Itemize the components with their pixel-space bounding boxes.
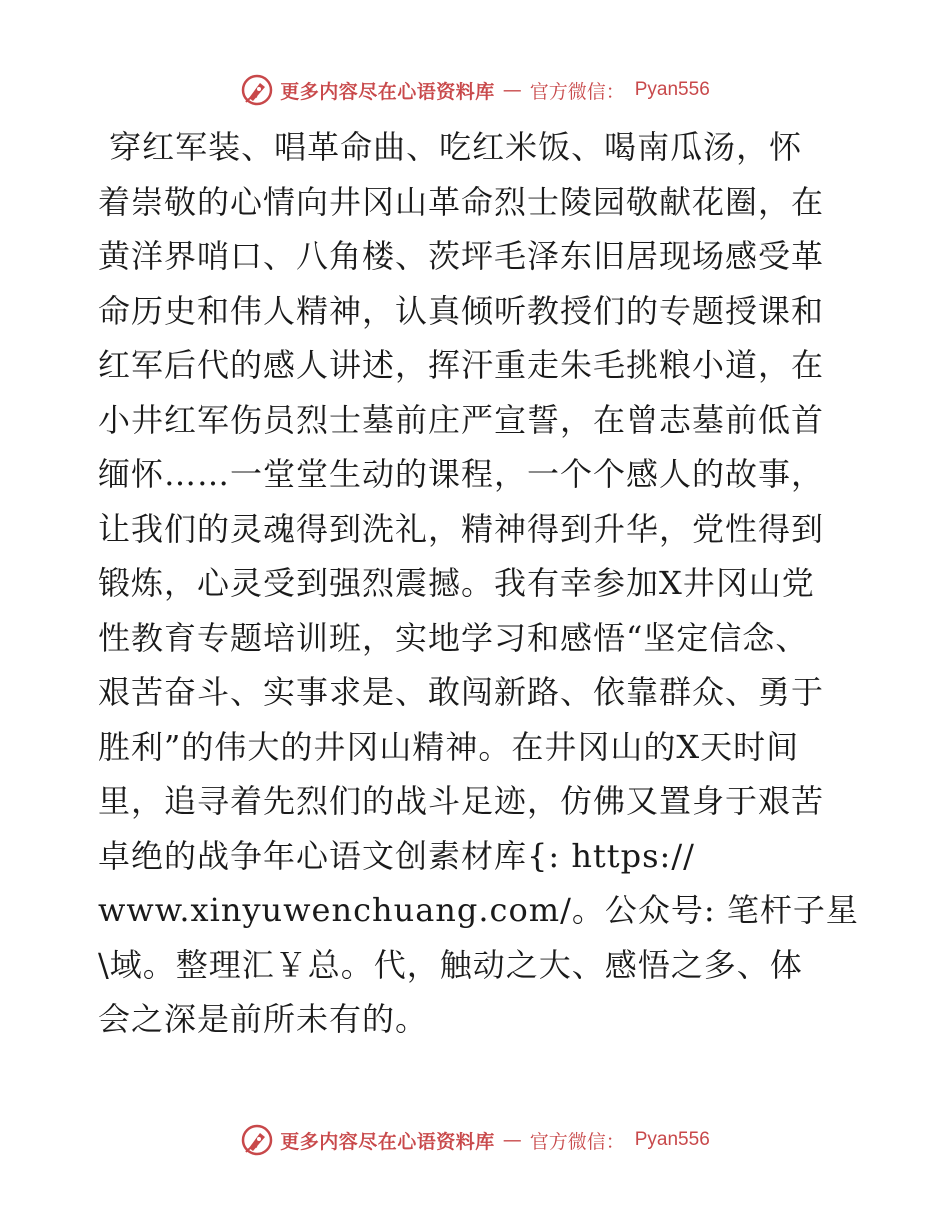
header-dash: —: [502, 79, 522, 101]
header-promo-text: 更多内容尽在心语资料库: [280, 80, 495, 103]
body-line: 锻炼，心灵受到强烈震撼。我有幸参加X井冈山党: [98, 564, 815, 602]
body-line: 小井红军伤员烈士墓前庄严宣誓，在曾志墓前低首: [98, 400, 825, 439]
footer-promo-text: 更多内容尽在心语资料库: [280, 1130, 495, 1153]
body-line: 缅怀……一堂堂生动的课程，一个个感人的故事，: [98, 455, 825, 493]
body-line: 穿红军装、唱革命曲、吃红米饭、喝南瓜汤，怀: [98, 128, 803, 166]
body-line: 着崇敬的心情向井冈山革命烈士陵园敬献花圈，在: [98, 182, 825, 221]
body-line: \域。整理汇￥总。代，触动之大、感悟之多、体: [98, 945, 803, 984]
footer-banner: [0, 1120, 950, 1160]
body-line: 红军后代的感人讲述，挥汗重走朱毛挑粮小道，在: [98, 346, 825, 384]
body-line: 里，追寻着先烈们的战斗足迹，仿佛又置身于艰苦: [98, 782, 825, 820]
body-line: 卓绝的战争年心语文创素材库{: https://: [98, 836, 695, 875]
pen-nib-logo-icon: [240, 73, 274, 107]
footer-dash: —: [502, 1129, 522, 1151]
body-line: 会之深是前所未有的。: [98, 1000, 429, 1038]
header-wechat-label: 官方微信：: [529, 80, 625, 103]
header-banner: [0, 70, 950, 110]
footer-wechat-label: 官方微信：: [529, 1130, 625, 1153]
body-line: 胜利”的伟大的井冈山精神。在井冈山的X天时间: [98, 727, 800, 766]
body-line: www.xinyuwenchuang.com/。公众号: 笔杆子星: [98, 891, 859, 929]
body-text: [98, 120, 858, 1047]
body-line: 让我们的灵魂得到洗礼，精神得到升华，党性得到: [98, 509, 825, 548]
body-line: 命历史和伟人精神，认真倾听教授们的专题授课和: [98, 291, 825, 330]
body-line: 黄洋界哨口、八角楼、茨坪毛泽东旧居现场感受革: [98, 237, 825, 275]
body-line: 性教育专题培训班，实地学习和感悟“坚定信念、: [98, 618, 809, 657]
header-wechat-id: Pyan556: [634, 79, 710, 100]
body-line: 艰苦奋斗、实事求是、敢闯新路、依靠群众、勇于: [98, 673, 825, 711]
footer-wechat-id: Pyan556: [634, 1129, 710, 1150]
pen-nib-logo-icon: [240, 1123, 274, 1157]
